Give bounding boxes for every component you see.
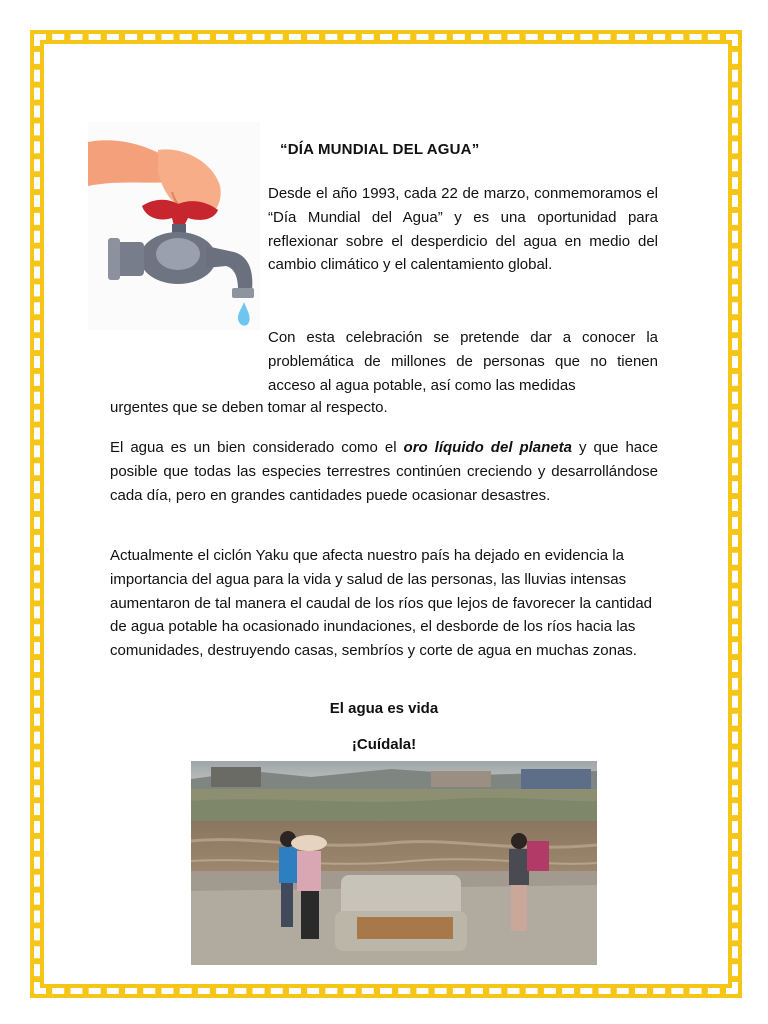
document-title: “DÍA MUNDIAL DEL AGUA” bbox=[280, 141, 480, 158]
paragraph-3 bbox=[110, 436, 658, 507]
paragraph-3-after: y que hace posible que todas las especies terrestres continúen creciendo y desarrollándose cada día, pero en grandes cantidades puede ocasionar desastres. bbox=[110, 439, 658, 504]
flood-photo bbox=[191, 761, 597, 965]
paragraph-3-before: El agua es un bien considerado como el bbox=[110, 439, 404, 456]
faucet-illustration bbox=[88, 122, 260, 330]
paragraph-2-part-1: Con esta celebración se pretende dar a conocer la problemática de millones de personas que no tienen acceso al agua potable, así como las medidas bbox=[268, 329, 658, 394]
paragraph-3-emphasis: oro líquido del planeta bbox=[403, 439, 572, 456]
paragraph-1: Desde el año 1993, cada 22 de marzo, conmemoramos el “Día Mundial del Agua” y es una oportunidad para reflexionar sobre el desperdicio del agua en medio del cambio climático y el calentamiento global. bbox=[268, 185, 658, 274]
paragraph-4: Actualmente el ciclón Yaku que afecta nuestro país ha dejado en evidencia la importancia del agua para la vida y salud de las personas, las lluvias intensas aumentaron de tal manera el caudal de los ríos que lejos de favorecer la cantidad de agua potable ha ocasionado inundaciones, el desborde de los ríos hacia las comunidades, destruyendo casas, sembríos y corte de agua en muchas zonas. bbox=[110, 547, 652, 660]
paragraph-2-part-2: urgentes que se deben tomar al respecto. bbox=[110, 399, 388, 416]
slogan-take-care: ¡Cuídala! bbox=[351, 736, 417, 753]
slogan-water-is-life: El agua es vida bbox=[329, 700, 439, 717]
